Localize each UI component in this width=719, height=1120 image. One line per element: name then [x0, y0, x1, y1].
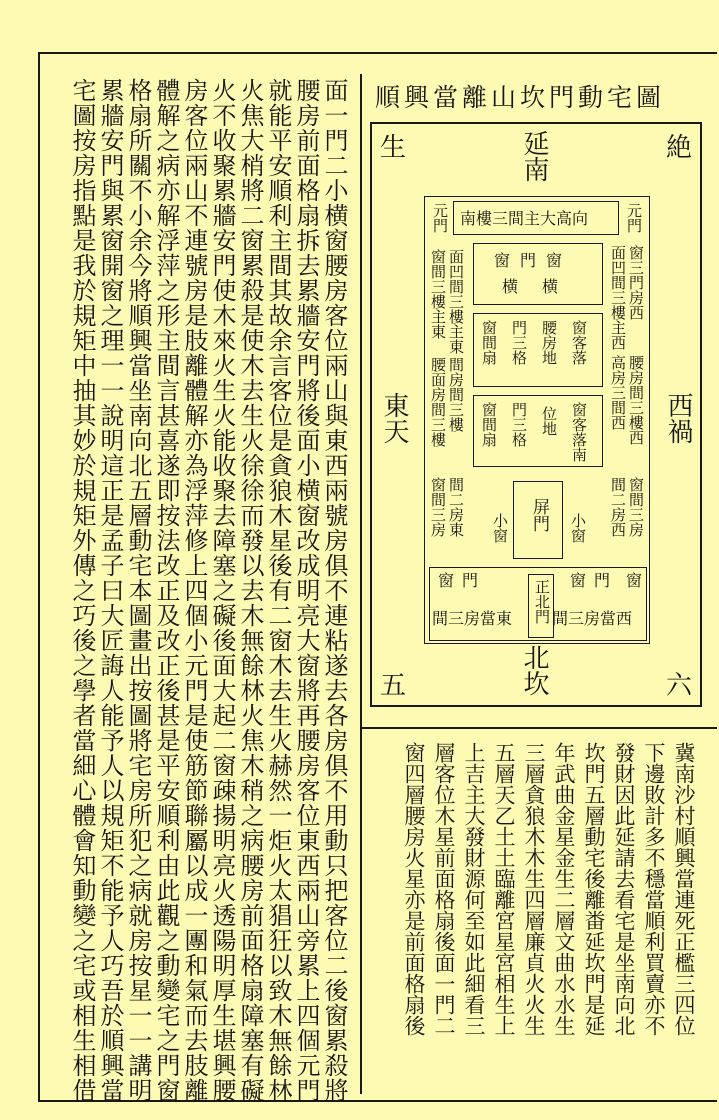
small-window-right: 小窗	[569, 513, 587, 543]
direction-east: 東天	[379, 392, 409, 444]
right-mid-2: 高房三間西	[609, 355, 627, 430]
diagram-title: 順興當離山坎門動宅圖	[375, 83, 666, 112]
lower-left-1: 窗間三房	[429, 477, 447, 537]
lower-text-column: 五層天乙土土臨離宮星宮相生上	[492, 742, 516, 1036]
corner-label-tl: 生	[380, 133, 407, 163]
hall-2-col-a: 窗間扇	[480, 320, 498, 365]
right-mid-1: 腰房間三樓西	[627, 355, 645, 445]
window-left: 窗門	[438, 571, 487, 590]
right-strip-2: 面凹間三樓主西	[609, 245, 627, 350]
lower-text-column: 坎門五層動宅後離畨延坎門是延	[582, 742, 606, 1036]
text-column: 腰房前面格扇拆去累牆安門將後面小横窗改成明亮大窗將再腰房客位東西兩山旁累上四個元門	[292, 78, 320, 1103]
text-column: 面一門二小横窗腰房客位兩山與東西兩號房俱不連粘遂去各房俱不用動只把客位二後窗累殺將	[320, 78, 348, 1103]
hall-2-col-d: 窗客落	[570, 320, 588, 365]
hall-3-col-c: 位地	[540, 406, 558, 436]
hall-3-col-a: 窗間扇	[480, 402, 498, 447]
text-column: 火不收聚累牆安門使木來火生火能收聚去障塞之礙後面大起二窗疎揚明亮火透陽明厚生堪興腰	[208, 78, 236, 1103]
horizontal-divider	[360, 727, 717, 729]
right-strip-1: 窗三門房西	[627, 245, 645, 320]
window-far: 窗	[626, 571, 643, 590]
text-column: 房客位兩山不連號房是肢離體解亦為浮萍修上四個小元門是使筋節聯屬以成一團和氣而去肢離	[180, 78, 208, 1103]
text-column: 體解之病亦解浮萍之形主間言甚喜遂即按法改正及改正後甚是平安順利由此觀之動變宅之門窗	[152, 78, 180, 1103]
north-door-label: 正北門	[533, 579, 551, 624]
north-door	[528, 574, 554, 638]
top-right-door: 元門	[625, 203, 643, 233]
text-column: 累牆安門與累窗開窗之理一一說明這正是孟子曰大匠誨人能予人以規矩不能予人巧吾於順興當	[96, 78, 124, 1103]
lower-text-column: 窗四層腰房火星亦是前面格扇後	[402, 742, 426, 1036]
left-mid-2: 間房間三樓	[447, 357, 465, 432]
hall-3-col-b: 門三格	[510, 402, 528, 447]
house-plan	[424, 196, 650, 644]
lower-text-column: 冀南沙村順興當連死正檻三四位	[672, 742, 696, 1036]
left-mid-1: 腰面房間三樓	[429, 357, 447, 447]
screen-door-label: 屏門	[529, 498, 549, 532]
hall-3-col-d: 窗客落南	[570, 402, 588, 462]
text-column: 格扇所關不小余今將順興當坐南向北五層動宅本圖畫出按圖將宅房所犯之病就房按星一一講明	[124, 78, 152, 1103]
lower-text-column: 年武曲金星金生二層文曲水水生	[552, 742, 576, 1036]
lower-text-column: 層客位木星前面格扇後面一門二	[432, 742, 456, 1036]
lower-courtyard	[429, 567, 647, 641]
corner-label-br: 六	[666, 671, 693, 701]
hall-1-windows: 窗門窗	[494, 251, 573, 270]
hall-2-col-c: 腰房地	[540, 320, 558, 365]
lower-text-column: 發財因此延請去看宅是坐南向北	[612, 742, 636, 1036]
hall-level-1	[473, 243, 603, 305]
screen-door	[513, 481, 563, 559]
top-hall	[453, 201, 619, 235]
house-diagram	[370, 122, 702, 707]
lower-text-column: 上吉主大發財源何至如此細看三	[462, 742, 486, 1036]
left-strip-2: 面凹間三樓主東	[447, 249, 465, 354]
lower-text-column: 下邊敗計多不穩當順利買賣亦不	[642, 742, 666, 1036]
column-divider	[360, 74, 362, 1094]
hall-2-col-b: 門三格	[510, 320, 528, 365]
left-strip-1: 窗間三樓主東	[429, 249, 447, 339]
lower-text-column: 三層貪狼木木生四層廉貞火火生	[522, 742, 546, 1036]
lower-left-2: 間二房東	[447, 477, 465, 537]
lower-right-2: 間二房西	[609, 477, 627, 537]
text-column: 宅圖按房指點是我於規矩中抽其妙於規矩外傳之巧後之學者當細心體會知動變之宅或相生相借	[68, 78, 96, 1103]
direction-south: 延南	[519, 130, 549, 182]
hall-level-3	[473, 395, 603, 467]
direction-west: 西禍	[663, 392, 693, 444]
hall-level-2	[473, 313, 603, 387]
window-right: 窗門	[570, 571, 619, 590]
bottom-left-rooms: 間三房當東	[432, 609, 513, 628]
bottom-right-rooms: 間三房當西	[552, 609, 633, 628]
lower-right-1: 窗間三房	[627, 477, 645, 537]
direction-north: 北坎	[519, 644, 549, 696]
corner-label-tr: 絶	[666, 133, 693, 163]
hall-1-horizontal: 横横	[502, 277, 583, 296]
small-window-left: 小窗	[491, 513, 509, 543]
corner-label-bl: 五	[380, 671, 407, 701]
top-hall-label: 南樓三間主大高向	[460, 209, 589, 228]
text-column: 火焦大梢將二窗累殺是使木去生火徐徐而發以去木無餘林火焦木稍之病腰房前面格扇障塞有礙	[236, 78, 264, 1103]
text-column: 就能平安順利主間其故余言客位是貪狼木星後有二窗木去生火赫然一炬火太猖狂以致木無餘林	[264, 78, 292, 1103]
top-left-door: 元門	[431, 203, 449, 233]
